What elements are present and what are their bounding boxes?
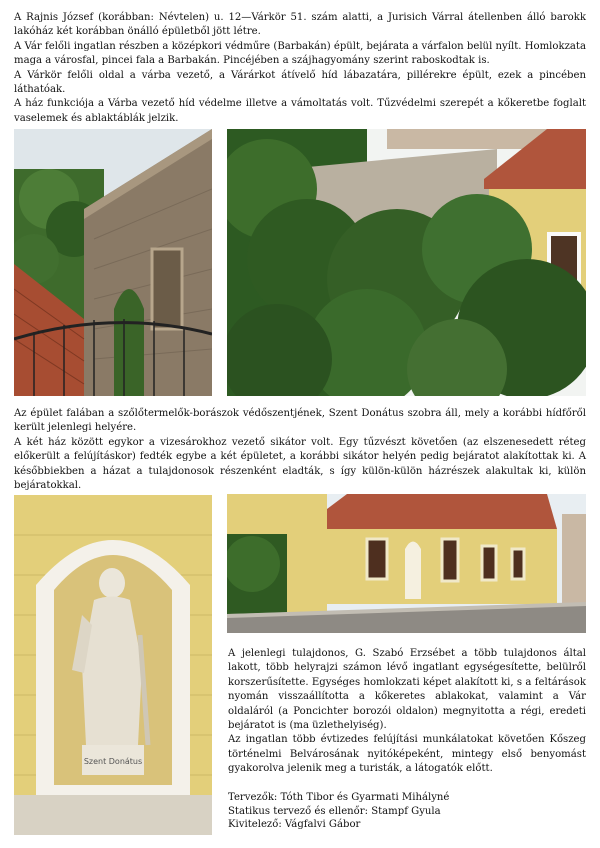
garden-illustration [227, 129, 586, 396]
intro-line: A Várkör felőli oldal a várba vezető, a Várárkot átívelő híd lábazatára, pillérekre épült, ezek a pincében láthatóak. [14, 69, 586, 96]
middle-text [14, 407, 586, 493]
credits-block [228, 791, 586, 832]
owner-line: A jelenlegi tulajdonos, G. Szabó Erzsébet a több tulajdonos által lakott, több helyrajzi számon lévő ingatlant egységesítette, belülről korszerűsítette. Egységes homlokzati képet alakított ki, s a feltárások nyomán visszaállította a kőkeretes ablakokat, valamint a Vár oldaláról (a Poncichter borozói oldalon) megnyitotta a régi, eredeti bejáratot is (ma üzlethelyiség). [228, 648, 586, 732]
intro-text [14, 11, 586, 126]
photo-stone-wall [14, 129, 212, 396]
owner-line: Az ingatlan több évtizedes felújítási munkálatokat követően Kőszeg történelmi Belvárosának nyitóképeként, mintegy első benyomást gyakorolva jelenik meg a turisták, a látogatók előtt. [228, 734, 586, 775]
photo-garden [227, 129, 586, 396]
credit-contractor: Kivitelező: Vágfalvi Gábor [228, 819, 361, 831]
middle-line: A két ház között egykor a vizesárokhoz vezető sikátor volt. Egy tűzvészt követően (az elszenesedett réteg előkerült a felújításkor) fedték egybe a két épületet, a korábbi sikátor helyén pedig bejáratot alakítottak ki. A későbbiekben a házat a tulajdonosok részenként eladták, s így külön-külön házrészek alakultak ki, külön bejáratokkal. [14, 436, 586, 492]
intro-line: A ház funkciója a Várba vezető híd védelme illetve a vámoltatás volt. Tűzvédelmi szerepét a kőkeretbe foglalt vaselemek és ablaktáblák jelzik. [14, 98, 586, 124]
photo-house [227, 494, 586, 633]
house-illustration [227, 494, 586, 633]
credit-structural: Statikus tervező és ellenőr: Stampf Gyula [228, 805, 441, 817]
statue-plaque: Szent Donátus [83, 757, 143, 766]
photo-statue [14, 495, 212, 835]
owner-text [228, 647, 586, 777]
intro-line: A Vár felőli ingatlan részben a középkori védműre (Barbakán) épült, bejárata a várfalon belül nyílt. Homlokzata maga a városfal, pincei fala a Barbakán. Pincéjében a szájhagyomány szerint raboskodtak is. [14, 40, 586, 67]
stone-wall-illustration [14, 129, 212, 396]
intro-line: A Rajnis József (korábban: Névtelen) u. 12—Várkör 51. szám alatti, a Jurisich Várral átellenben álló barokk lakóház két korábban önálló épületből jött létre. [14, 12, 586, 38]
middle-line: Az épület falában a szőlőtermelők-borászok védőszentjének, Szent Donátus szobra áll, mely a korábbi hídfőről került jelenlegi helyére. [14, 408, 586, 434]
credit-designers: Tervezők: Tóth Tibor és Gyarmati Mihályné [228, 792, 450, 803]
statue-illustration [14, 495, 212, 835]
